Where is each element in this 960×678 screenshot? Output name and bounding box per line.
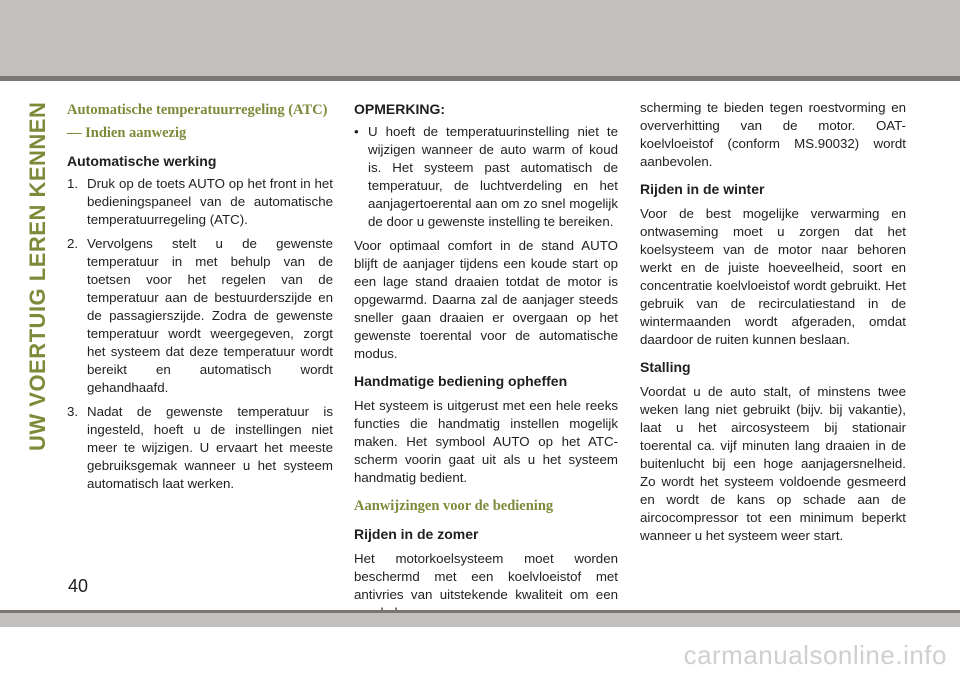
manual-override-paragraph: Het systeem is uitgerust met een hele reeks functies die handmatig instellen mogelijk maken. Het symbool AUTO op het ATC-scherm voorin gaat uit als u het systeem handmatig bedient. [354,398,618,485]
step-list [67,175,333,493]
column-1 [67,99,333,499]
list-item [67,403,333,493]
auto-operation-heading: Automatische werking [67,153,217,169]
list-item [354,123,618,231]
list-item [67,235,333,397]
summer-paragraph: Het motorkoelsysteem moet worden beschermd met een koelvloeistof met antivries van uitstekende kwaliteit om een [354,551,618,602]
storage-heading: Stalling [640,359,691,375]
step-number: 2. [67,236,79,251]
step-text: Druk op de toets AUTO op het front in het bedieningspaneel van de automatische temperatuurregeling (ATC). [87,176,333,227]
header-band [0,0,960,76]
step-text: Nadat de gewenste temperatuur is ingesteld, hoeft u de instellingen niet meer te wijzigen. U ervaart het meeste gebruiksgemak wanneer u het systeem automatisch laat werken. [87,404,333,491]
step-text: Vervolgens stelt u de gewenste temperatuur in met behulp van de toetsen voor het regelen van de temperatuur aan de bestuurderszijde en de passagierszijde. Zodra de gewenste temperatuur wordt weergegeven, zorgt het systeem dat deze temperatuur wordt bereikt en automatisch wordt gehandhaafd. [87,236,333,395]
winter-heading: Rijden in de winter [640,181,765,197]
section-side-label: UW VOERTUIG LEREN KENNEN [25,102,50,452]
manual-override-heading: Handmatige bediening opheffen [354,373,568,389]
summer-heading: Rijden in de zomer [354,526,479,542]
step-number: 1. [67,176,79,191]
page-number: 40 [68,576,89,596]
note-text: U hoeft de temperatuurinstelling niet te wijzigen wanneer de auto warm of koud is. Het systeem past automatisch de temperatuur, de luchtverdeling en het aanjagertoerental aan om zo snel mogelijk de door u gewenste instelling te bereiken. [368,124,618,229]
footer-band [0,613,960,627]
column-2 [354,99,618,622]
summer-paragraph-continued: scherming te bieden tegen roestvorming en oververhitting van de motor. OAT-koelvloeistof (conform MS.90032) wordt aanbevolen. [640,100,906,169]
note-heading: OPMERKING: [354,101,445,117]
note-list [354,123,618,231]
auto-comfort-paragraph: Voor optimaal comfort in de stand AUTO blijft de aanjager tijdens een koude start op een lage stand draaien totdat de motor is opgewarmd. Daarna zal de aanjager steeds sneller gaan draaien er overgaan op het gewenste toerental voor de automatische modus. [354,238,618,361]
operation-tips-heading: Aanwijzingen voor de bediening [354,498,554,514]
bullet-icon: • [354,124,359,139]
atc-heading: Automatische temperatuurregeling (ATC) — Indien aanwezig [67,102,328,141]
storage-paragraph: Voordat u de auto stalt, of minstens twee weken lang niet gebruikt (bijv. bij vakantie), laat u het aircosysteem bij stationair toerental ca. vijf minuten lang draaien in de buitenlucht bij een hoge aanjagersnelheid. Zo wordt het systeem voldoende gesmeerd en wordt de kans op schade aan de aircocompressor tot een minimum beperkt wanneer u het systeem weer start. [640,384,906,543]
list-item [67,175,333,229]
column-3 [640,99,906,545]
winter-paragraph: Voor de best mogelijke verwarming en ontwaseming moet u zorgen dat het koelsysteem van de motor naar behoren werkt en de juiste hoeveelheid, soort en concentratie koelvloeistof wordt gebruikt. Het gebruik van de recirculatiestand in de wintermaanden wordt afgeraden, omdat daardoor de ruiten kunnen beslaan. [640,206,906,347]
header-stripe [0,76,960,81]
watermark: carmanualsonline.info [683,640,947,670]
step-number: 3. [67,404,79,419]
